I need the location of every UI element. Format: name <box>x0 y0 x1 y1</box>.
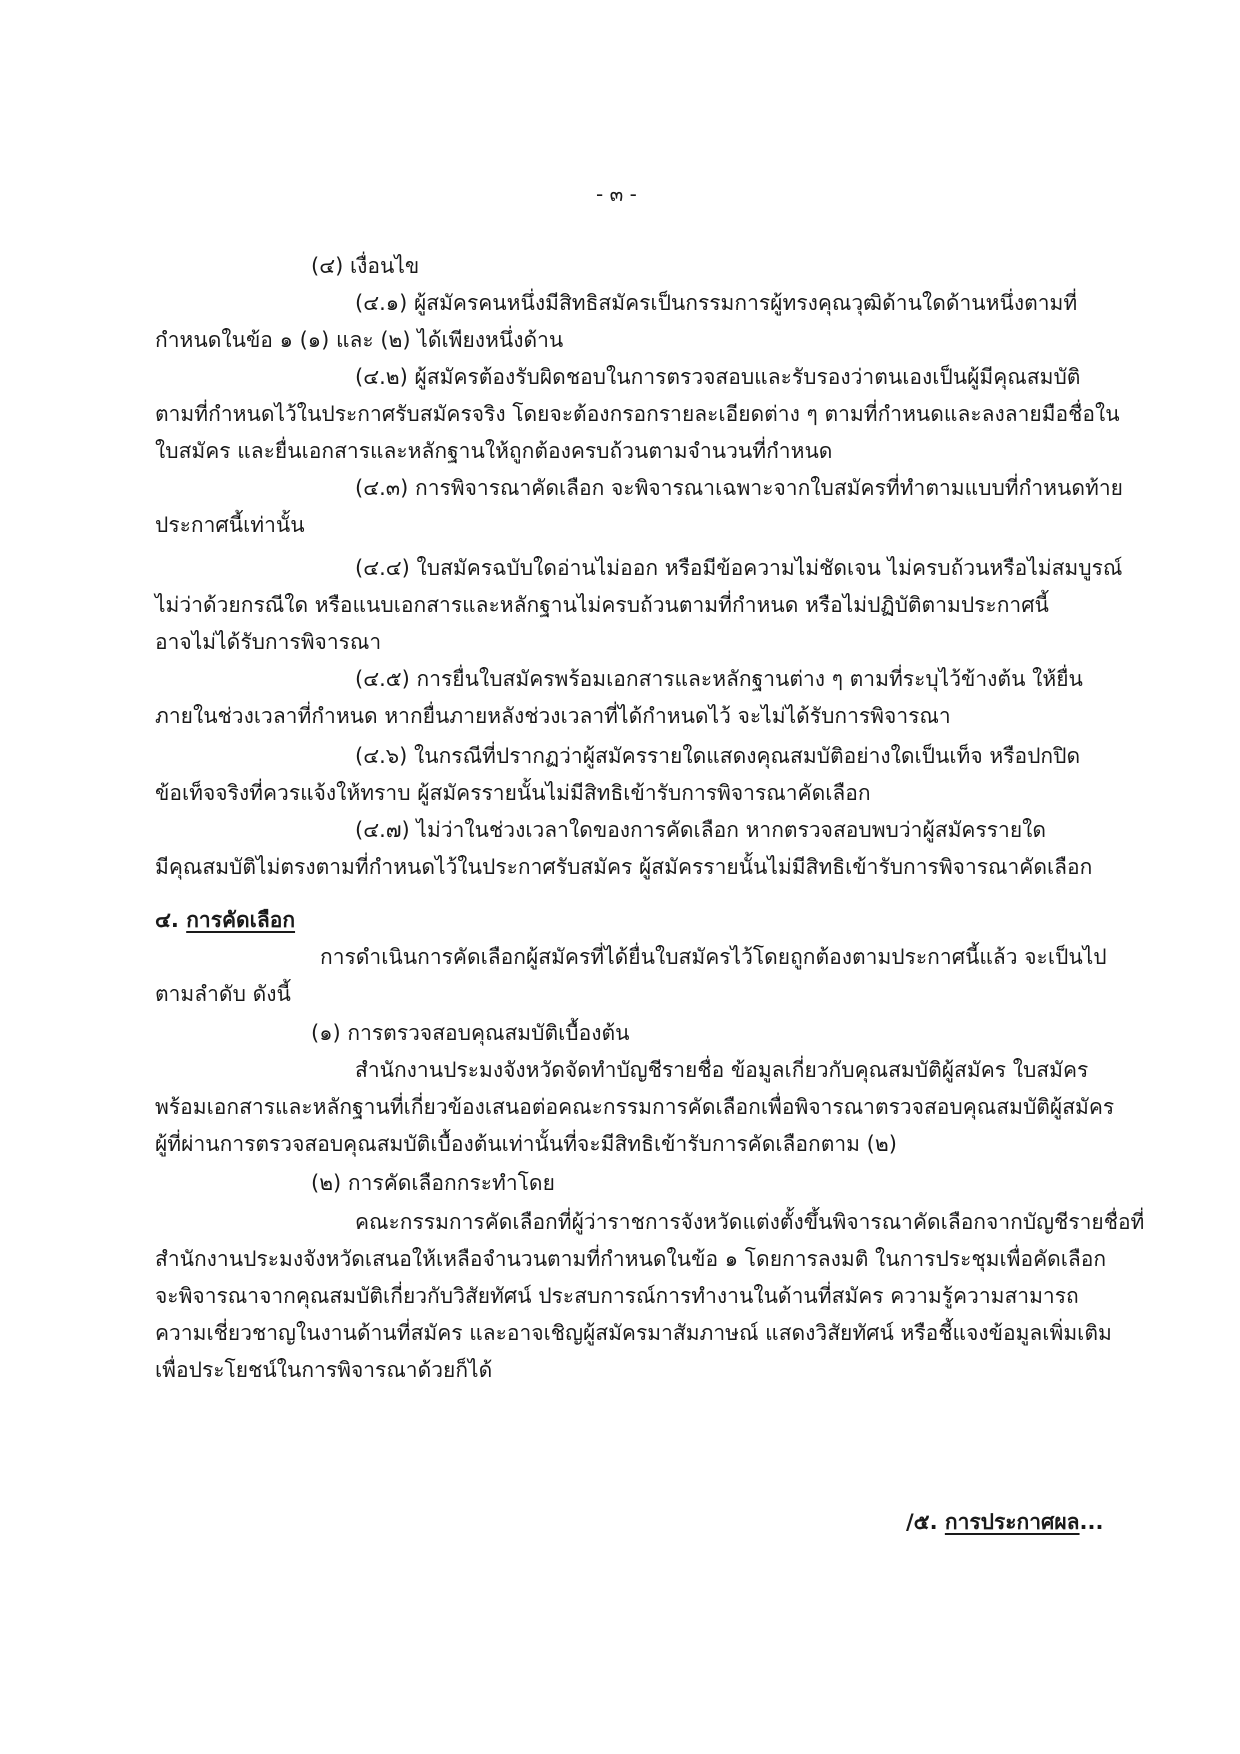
condition-4-4-line-1: (๔.๔) ใบสมัครฉบับใดอ่านไม่ออก หรือมีข้อความไม่ชัดเจน ไม่ครบถ้วนหรือไม่สมบูรณ์ <box>355 556 1123 580</box>
section-title: การคัดเลือก <box>186 908 296 932</box>
next-page-reference <box>906 1507 1103 1537</box>
page-number: - ๓ - <box>596 182 637 206</box>
step-2-line-2: สำนักงานประมงจังหวัดเสนอให้เหลือจำนวนตามที่กำหนดในข้อ ๑ โดยการลงมติ ในการประชุมเพื่อคัดเลือก <box>155 1247 1107 1271</box>
step-2-heading: (๒) การคัดเลือกกระทำโดย <box>311 1171 555 1195</box>
step-2-line-3: จะพิจารณาจากคุณสมบัติเกี่ยวกับวิสัยทัศน์ ประสบการณ์การทำงานในด้านที่สมัคร ความรู้ความสามารถ <box>155 1284 1079 1308</box>
section-heading <box>155 905 295 935</box>
step-1-line-2: พร้อมเอกสารและหลักฐานที่เกี่ยวข้องเสนอต่อคณะกรรมการคัดเลือกเพื่อพิจารณาตรวจสอบคุณสมบัติผู้สมัคร <box>155 1095 1115 1119</box>
step-2-line-1: คณะกรรมการคัดเลือกที่ผู้ว่าราชการจังหวัดแต่งตั้งขึ้นพิจารณาคัดเลือกจากบัญชีรายชื่อที่ <box>355 1210 1145 1234</box>
section-number: ๔. <box>155 908 179 932</box>
selection-intro-line-2: ตามลำดับ ดังนี้ <box>155 982 291 1006</box>
step-1-heading: (๑) การตรวจสอบคุณสมบัติเบื้องต้น <box>311 1021 630 1045</box>
next-section-title: การประกาศผล <box>944 1510 1080 1534</box>
condition-4-7-line-1: (๔.๗) ไม่ว่าในช่วงเวลาใดของการคัดเลือก หากตรวจสอบพบว่าผู้สมัครรายใด <box>355 818 1047 842</box>
step-2-line-4: ความเชี่ยวชาญในงานด้านที่สมัคร และอาจเชิญผู้สมัครมาสัมภาษณ์ แสดงวิสัยทัศน์ หรือชี้แจงข้อมูลเพิ่มเติม <box>155 1321 1112 1345</box>
condition-4-6-line-2: ข้อเท็จจริงที่ควรแจ้งให้ทราบ ผู้สมัครรายนั้นไม่มีสิทธิเข้ารับการพิจารณาคัดเลือก <box>155 781 871 805</box>
condition-4-5-line-1: (๔.๕) การยื่นใบสมัครพร้อมเอกสารและหลักฐานต่าง ๆ ตามที่ระบุไว้ข้างต้น ให้ยื่น <box>355 667 1083 691</box>
condition-4-3-line-1: (๔.๓) การพิจารณาคัดเลือก จะพิจารณาเฉพาะจากใบสมัครที่ทำตามแบบที่กำหนดท้าย <box>355 476 1123 500</box>
step-1-line-1: สำนักงานประมงจังหวัดจัดทำบัญชีรายชื่อ ข้อมูลเกี่ยวกับคุณสมบัติผู้สมัคร ใบสมัคร <box>355 1058 1089 1082</box>
step-1-line-3: ผู้ที่ผ่านการตรวจสอบคุณสมบัติเบื้องต้นเท่านั้นที่จะมีสิทธิเข้ารับการคัดเลือกตาม (๒) <box>155 1132 897 1156</box>
condition-4-4-line-3: อาจไม่ได้รับการพิจารณา <box>155 630 382 654</box>
step-2-line-5: เพื่อประโยชน์ในการพิจารณาด้วยก็ได้ <box>155 1358 493 1382</box>
condition-4-2-line-1: (๔.๒) ผู้สมัครต้องรับผิดชอบในการตรวจสอบและรับรองว่าตนเองเป็นผู้มีคุณสมบัติ <box>355 365 1081 389</box>
condition-4-5-line-2: ภายในช่วงเวลาที่กำหนด หากยื่นภายหลังช่วงเวลาที่ได้กำหนดไว้ จะไม่ได้รับการพิจารณา <box>155 704 951 728</box>
condition-4-1-line-1: (๔.๑) ผู้สมัครคนหนึ่งมีสิทธิสมัครเป็นกรรมการผู้ทรงคุณวุฒิด้านใดด้านหนึ่งตามที่ <box>355 291 1078 315</box>
selection-intro-line-1: การดำเนินการคัดเลือกผู้สมัครที่ได้ยื่นใบสมัครไว้โดยถูกต้องตามประกาศนี้แล้ว จะเป็นไป <box>320 945 1107 969</box>
next-section-ellipsis: ... <box>1079 1510 1104 1534</box>
condition-4-6-line-1: (๔.๖) ในกรณีที่ปรากฏว่าผู้สมัครรายใดแสดงคุณสมบัติอย่างใดเป็นเท็จ หรือปกปิด <box>355 744 1081 768</box>
condition-4-2-line-2: ตามที่กำหนดไว้ในประกาศรับสมัครจริง โดยจะต้องกรอกรายละเอียดต่าง ๆ ตามที่กำหนดและลงลายมือชื่อใน <box>155 402 1120 426</box>
condition-4-2-line-3: ใบสมัคร และยื่นเอกสารและหลักฐานให้ถูกต้องครบถ้วนตามจำนวนที่กำหนด <box>155 439 833 463</box>
condition-4-1-line-2: กำหนดในข้อ ๑ (๑) และ (๒) ได้เพียงหนึ่งด้าน <box>155 328 564 352</box>
conditions-heading: (๔) เงื่อนไข <box>311 254 420 278</box>
next-section-prefix: /๕. <box>906 1510 938 1534</box>
condition-4-3-line-2: ประกาศนี้เท่านั้น <box>155 513 305 537</box>
condition-4-4-line-2: ไม่ว่าด้วยกรณีใด หรือแนบเอกสารและหลักฐานไม่ครบถ้วนตามที่กำหนด หรือไม่ปฏิบัติตามประกาศนี้ <box>155 593 1049 617</box>
condition-4-7-line-2: มีคุณสมบัติไม่ตรงตามที่กำหนดไว้ในประกาศรับสมัคร ผู้สมัครรายนั้นไม่มีสิทธิเข้ารับการพิจารณาคัดเลือก <box>155 855 1093 879</box>
